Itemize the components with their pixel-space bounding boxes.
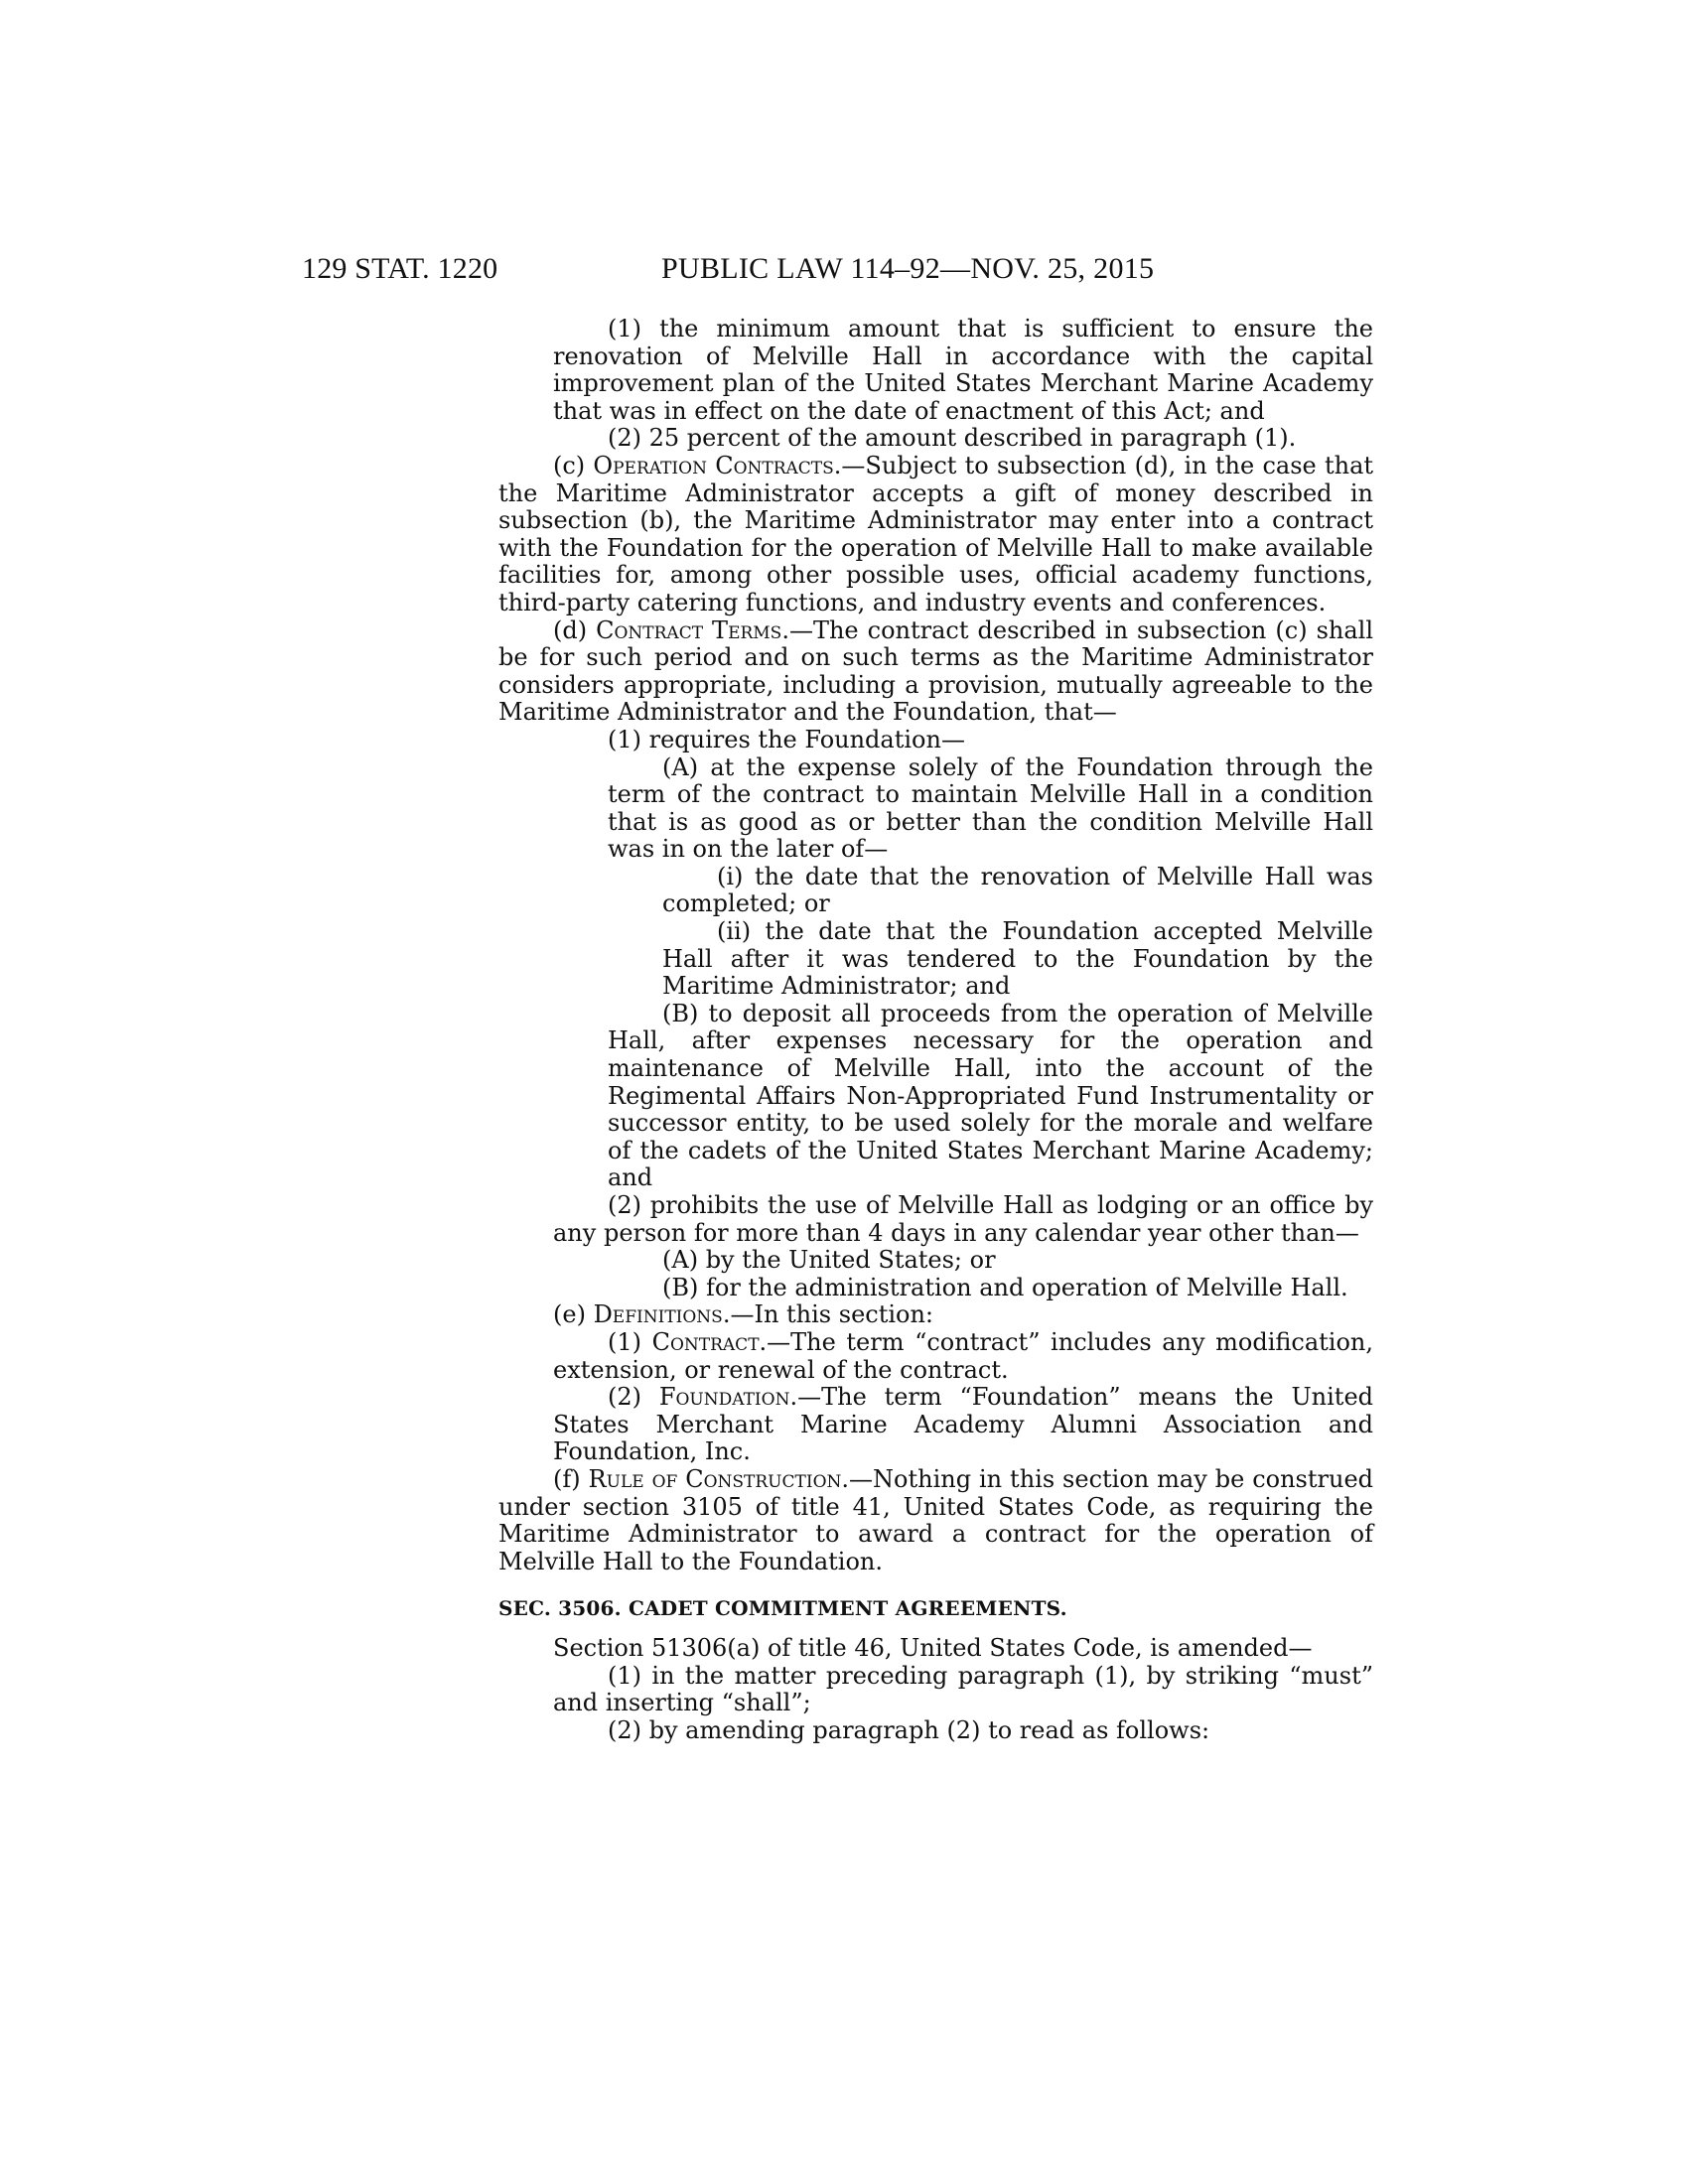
page-header-law: PUBLIC LAW 114–92—NOV. 25, 2015 bbox=[661, 252, 1155, 285]
subsection-c bbox=[498, 453, 1373, 617]
subsection-e-label: (e) bbox=[553, 1300, 594, 1329]
subsection-c-text: .—Subject to subsection (d), in the case that the Maritime Administrator accepts a gift of money described in subsection (b), the Maritime Administrator may enter into a contract with the Foundation for the operation of Melville Hall to make available facilities for, among other possible uses, official academy functions, third-party catering functions, and industry events and conferences. bbox=[498, 451, 1374, 616]
definition-contract-text: .—The term “contract” includes any modification, extension, or renewal of the contract. bbox=[553, 1327, 1374, 1384]
definition-contract-heading: Contract bbox=[651, 1327, 760, 1356]
subsection-e-text: .—In this section: bbox=[722, 1300, 934, 1329]
amendment-2: (2) by amending paragraph (2) to read as follows: bbox=[608, 1715, 1210, 1744]
paragraph-b1: (1) the minimum amount that is sufficient to ensure the renovation of Melville Hall in accordance with the capital improvement plan of the United States Merchant Marine Academy that was in effect on the date of enactment of this Act; and bbox=[553, 315, 1373, 425]
subsection-d-label: (d) bbox=[553, 615, 597, 644]
section-heading: SEC. 3506. CADET COMMITMENT AGREEMENTS. bbox=[498, 1596, 1067, 1621]
page-header-stat: 129 STAT. 1220 bbox=[302, 252, 498, 285]
definition-foundation-text: .—The term “Foundation” means the United States Merchant Marine Academy Alumni Association and Foundation, Inc. bbox=[553, 1383, 1374, 1466]
paragraph-b2: (2) 25 percent of the amount described in paragraph (1). bbox=[608, 424, 1297, 453]
subsection-f-heading: Rule of Construction bbox=[588, 1464, 842, 1493]
definition-foundation bbox=[553, 1384, 1373, 1466]
section-intro: Section 51306(a) of title 46, United States Code, is amended— bbox=[553, 1633, 1313, 1662]
definition-contract-label: (1) bbox=[608, 1327, 652, 1356]
subsection-e bbox=[498, 1301, 1373, 1329]
definition-foundation-heading: Foundation bbox=[658, 1383, 790, 1412]
amendment-1: (1) in the matter preceding paragraph (1), by striking “must” and inserting “shall”; bbox=[553, 1661, 1373, 1717]
subsection-e-heading: Definitions bbox=[593, 1300, 723, 1329]
paragraph-d1: (1) requires the Foundation— bbox=[608, 725, 965, 753]
paragraph-d1A: (A) at the expense solely of the Foundation through the term of the contract to maintain Melville Hall in a condition that is as good as or better than the condition Melville Hall was in on the later of— bbox=[608, 752, 1373, 864]
definition-contract bbox=[553, 1329, 1373, 1384]
document-body bbox=[498, 316, 1373, 1744]
subsection-f-text: .—Nothing in this section may be construed under section 3105 of title 41, United States Code, as requiring the Maritime Administrator to award a contract for the operation of Melville Hall to the Foundation. bbox=[498, 1464, 1374, 1575]
paragraph-d1B: (B) to deposit all proceeds from the operation of Melville Hall, after expenses necessary for the operation and maintenance of Melville Hall, into the account of the Regimental Affairs Non-Appropriated Fund Instrumentality or successor entity, to be used solely for the morale and welfare of the cadets of the United States Merchant Marine Academy; and bbox=[608, 999, 1373, 1192]
paragraph-d1Ai: (i) the date that the renovation of Melville Hall was completed; or bbox=[662, 862, 1373, 918]
paragraph-d1Aii: (ii) the date that the Foundation accepted Melville Hall after it was tendered to the Foundation by the Maritime Administrator; and bbox=[662, 917, 1373, 1001]
paragraph-d2A: (A) by the United States; or bbox=[662, 1246, 996, 1275]
subsection-c-label: (c) bbox=[553, 451, 594, 479]
subsection-c-heading: Operation Contracts bbox=[593, 451, 834, 479]
subsection-d bbox=[498, 617, 1373, 727]
paragraph-d2B: (B) for the administration and operation of Melville Hall. bbox=[662, 1273, 1348, 1301]
subsection-f bbox=[498, 1466, 1373, 1575]
definition-foundation-label: (2) bbox=[608, 1383, 659, 1412]
subsection-f-label: (f) bbox=[553, 1464, 589, 1493]
subsection-d-text: .—The contract described in subsection (c) shall be for such period and on such terms as the Maritime Administrator considers appropriate, including a provision, mutually agreeable to the Maritime Administrator and the Foundation, that— bbox=[498, 615, 1374, 727]
subsection-d-heading: Contract Terms bbox=[596, 615, 782, 644]
paragraph-d2: (2) prohibits the use of Melville Hall as lodging or an office by any person for more than 4 days in any calendar year other than— bbox=[553, 1191, 1373, 1247]
